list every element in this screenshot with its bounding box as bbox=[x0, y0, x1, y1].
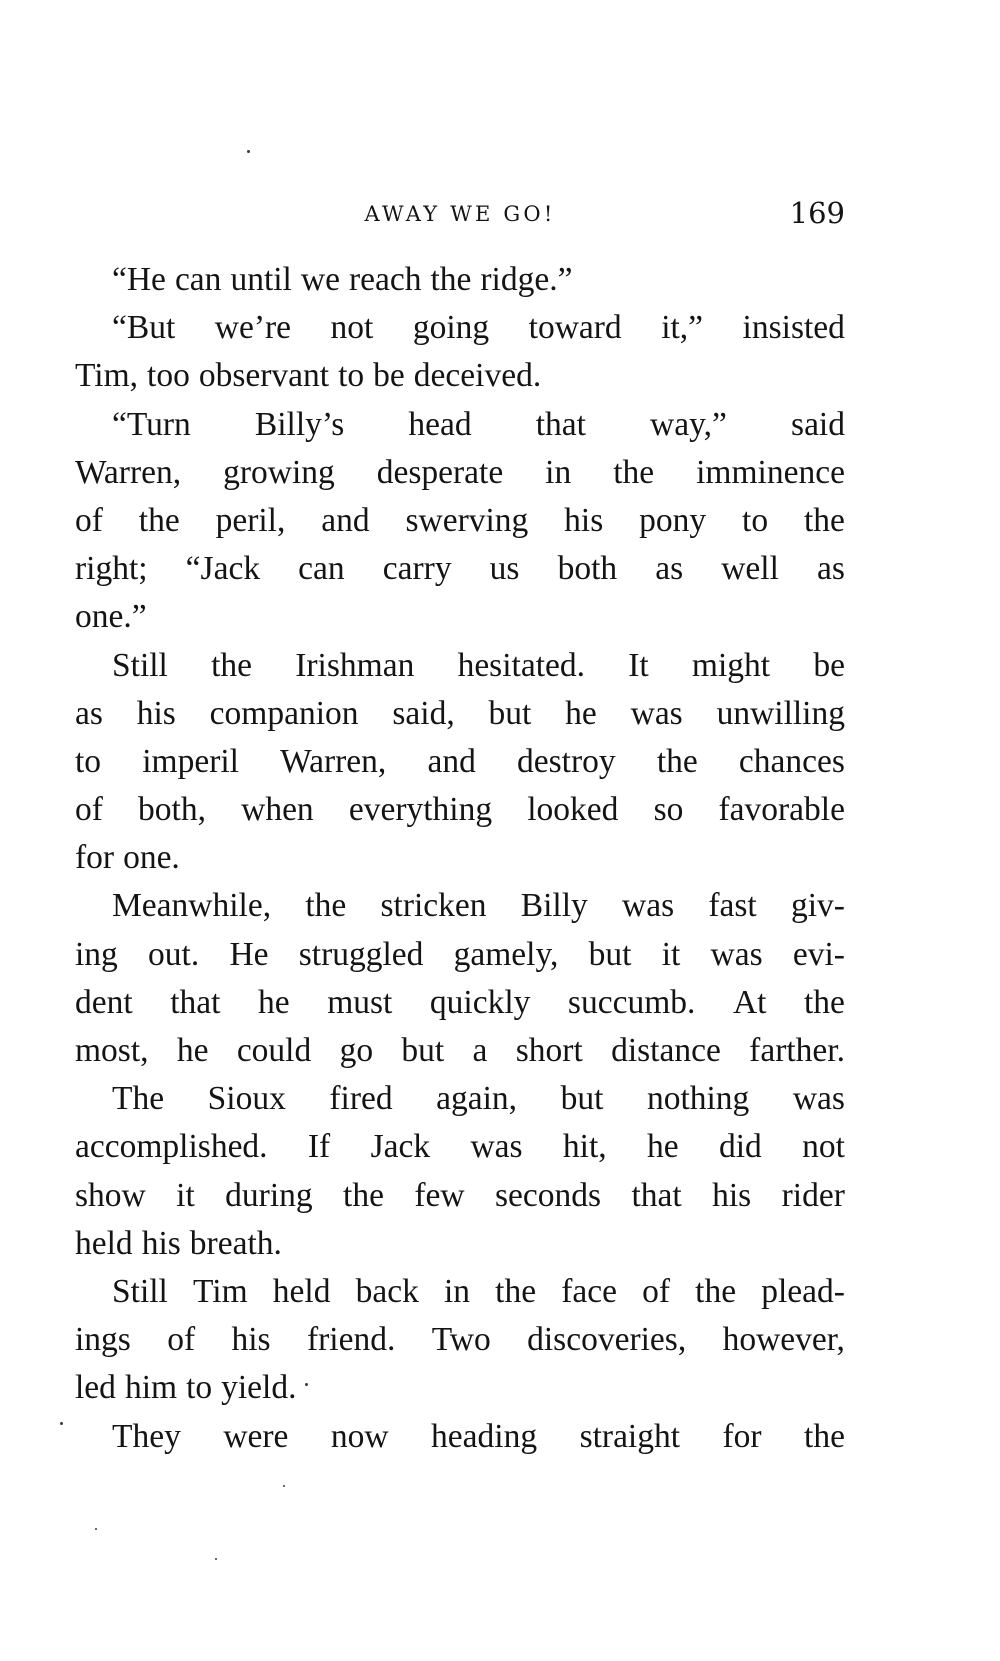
text-line: right; “Jack can carry us both as well as bbox=[75, 550, 845, 588]
paragraph-first-line: Meanwhile, the stricken Billy was fast giv- bbox=[112, 887, 845, 925]
text-line: most, he could go but a short distance farther. bbox=[75, 1032, 845, 1069]
text-line: held his breath. bbox=[75, 1224, 282, 1262]
text-line: ing out. He struggled gamely, but it was evi- bbox=[75, 935, 845, 973]
paragraph-first-line: “He can until we reach the ridge.” bbox=[112, 261, 573, 298]
text-line: Warren, growing desperate in the imminence bbox=[75, 453, 845, 491]
paragraph-first-line: The Sioux fired again, but nothing was bbox=[112, 1080, 845, 1118]
print-speck bbox=[283, 1485, 285, 1487]
text-line: as his companion said, but he was unwilling bbox=[75, 694, 845, 732]
paragraph-first-line: “Turn Billy’s head that way,” said bbox=[112, 405, 845, 443]
paragraph-first-line: They were now heading straight for the bbox=[112, 1417, 845, 1455]
text-line: of both, when everything looked so favorable bbox=[75, 791, 845, 829]
text-line: one.” bbox=[75, 598, 147, 636]
text-line: accomplished. If Jack was hit, he did not bbox=[75, 1128, 845, 1166]
text-line: of the peril, and swerving his pony to the bbox=[75, 501, 845, 539]
print-speck bbox=[95, 1528, 97, 1530]
text-line: ings of his friend. Two discoveries, however, bbox=[75, 1321, 845, 1359]
page-number: 169 bbox=[789, 196, 845, 230]
paragraph-first-line: Still the Irishman hesitated. It might be bbox=[112, 646, 845, 684]
running-head bbox=[75, 196, 845, 236]
print-speck bbox=[215, 1558, 217, 1560]
print-speck bbox=[247, 150, 250, 153]
text-line: for one. bbox=[75, 839, 180, 877]
text-line: show it during the few seconds that his rider bbox=[75, 1176, 845, 1214]
text-line: to imperil Warren, and destroy the chances bbox=[75, 742, 845, 780]
body-text bbox=[75, 256, 845, 1461]
paragraph-first-line: “But we’re not going toward it,” insisted bbox=[112, 309, 845, 347]
paragraph-first-line: Still Tim held back in the face of the plead- bbox=[112, 1272, 845, 1310]
text-line: Tim, too observant to be deceived. bbox=[75, 357, 542, 395]
running-title: AWAY WE GO! bbox=[364, 202, 556, 226]
print-speck bbox=[60, 1422, 63, 1425]
text-line: led him to yield. bbox=[75, 1369, 297, 1407]
text-line: dent that he must quickly succumb. At the bbox=[75, 983, 845, 1021]
print-speck bbox=[305, 1383, 308, 1386]
